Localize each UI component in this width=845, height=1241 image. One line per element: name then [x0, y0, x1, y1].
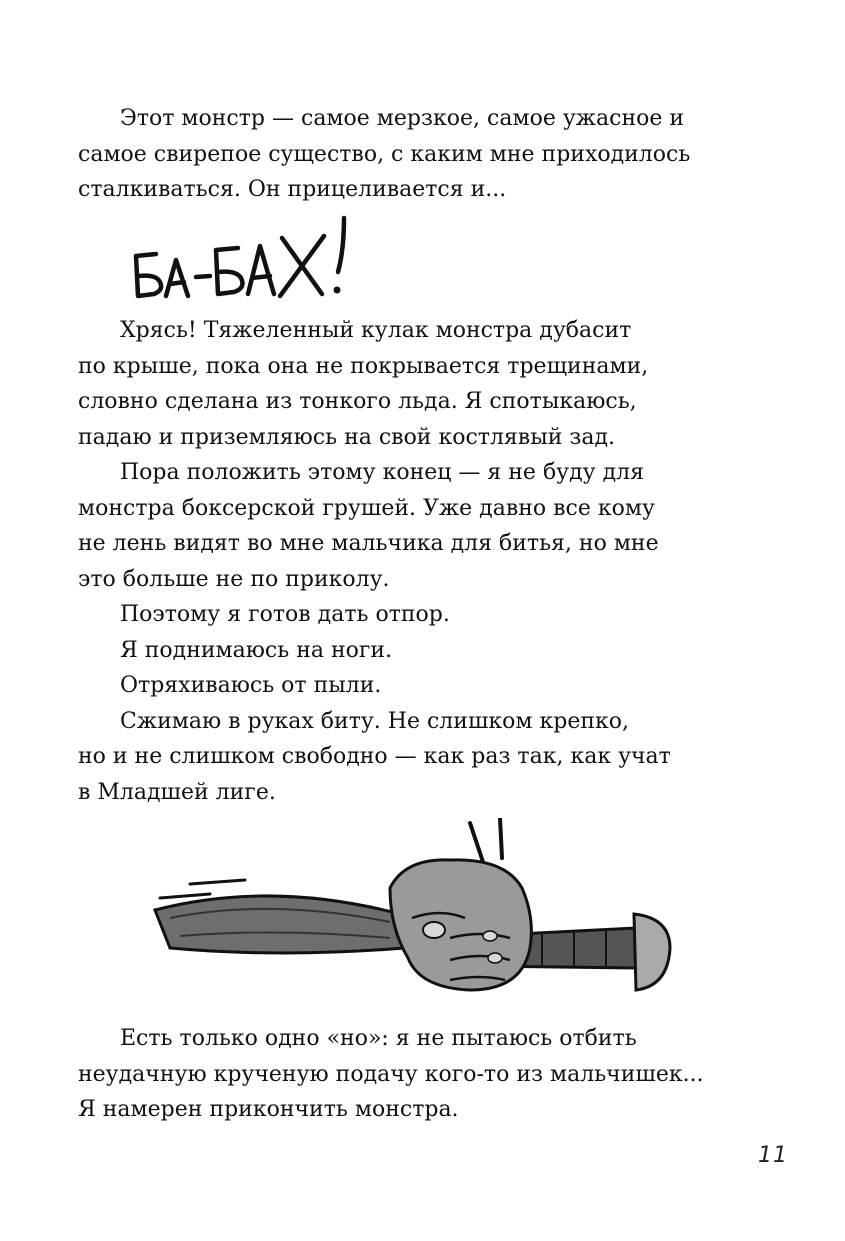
sound-effect-text — [130, 210, 131, 211]
text-line: падаю и приземляюсь на свой костлявый зад. — [78, 424, 616, 450]
text-line: это больше не по приколу. — [78, 566, 390, 592]
text-line: Сжимаю в руках биту. Не слишком крепко, — [120, 708, 630, 734]
text-line: Поэтому я готов дать отпор. — [120, 602, 450, 627]
text-line: Отряхиваюсь от пыли. — [120, 673, 382, 698]
bat-in-hand-illustration — [150, 818, 690, 1003]
sound-effect-drawing — [130, 210, 360, 305]
text-line: словно сделана из тонкого льда. Я спотыкаюсь, — [78, 389, 637, 414]
text-line: не лень видят во мне мальчика для битья, но мне — [78, 531, 659, 556]
text-line: Я намерен прикончить монстра. — [78, 1097, 459, 1122]
text-line: по крыше, пока она не покрывается трещинами, — [78, 353, 649, 379]
text-line: монстра боксерской грушей. Уже давно все кому — [78, 495, 655, 521]
sound-effect-lettering — [130, 210, 360, 305]
bat-grip-drawing — [150, 818, 690, 1003]
text-line: сталкиваться. Он прицеливается и... — [78, 177, 507, 202]
page-number: 11 — [758, 1143, 788, 1168]
text-line: Пора положить этому конец — я не буду для — [120, 460, 645, 485]
paragraph-intro — [78, 101, 738, 208]
text-line: Этот монстр — самое мерзкое, самое ужасное и — [120, 106, 685, 131]
text-line: Есть только одно «но»: я не пытаюсь отбить — [120, 1026, 637, 1051]
text-line: но и не слишком свободно — как раз так, как учат — [78, 744, 671, 769]
paragraph-ending — [78, 1021, 738, 1128]
text-line: Я поднимаюсь на ноги. — [120, 637, 393, 663]
text-line: в Младшей лиге. — [78, 779, 276, 805]
text-line: Хрясь! Тяжеленный кулак монстра дубасит — [120, 318, 632, 343]
text-line: неудачную крученую подачу кого-то из мальчишек... — [78, 1061, 704, 1087]
text-line: самое свирепое существо, с каким мне приходилось — [78, 141, 691, 167]
paragraph-main — [78, 313, 738, 810]
